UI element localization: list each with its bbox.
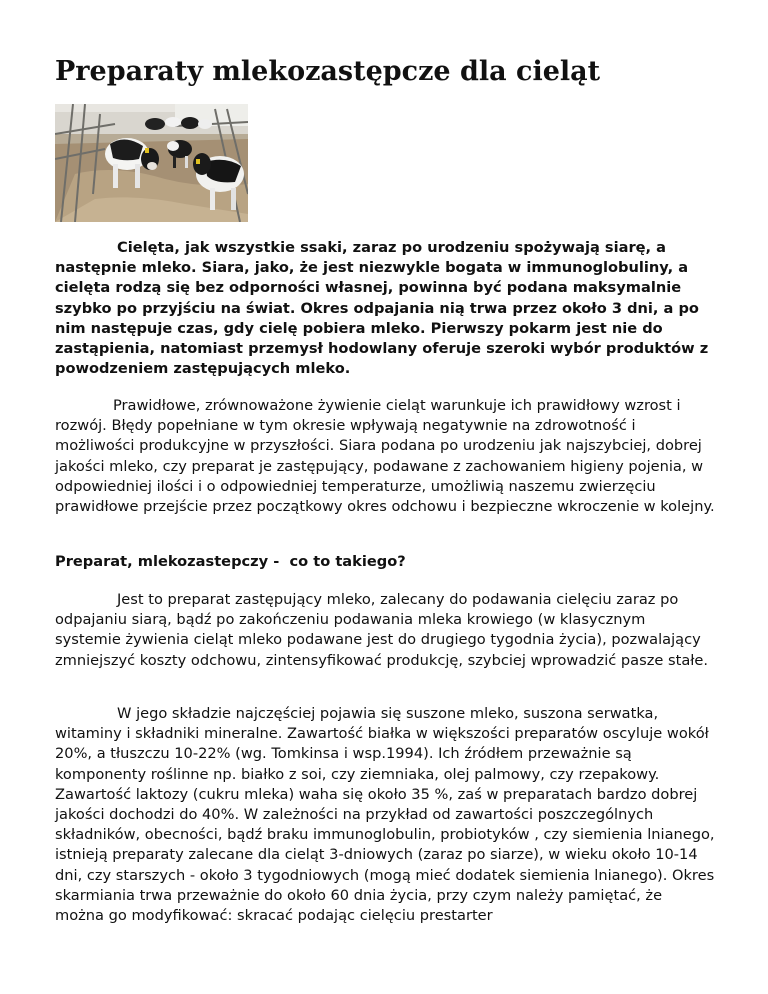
paragraph-block-3 bbox=[55, 590, 715, 671]
lead-paragraph: Cielęta, jak wszystkie ssaki, zaraz po urodzeniu spożywają siarę, a następnie mleko. Siara, jako, że jest niezwykle bogata w immunoglobuliny, a cielęta rodzą się bez odporności własnej, powinna być podana maksymalnie szybko po przyjściu na świat. Okres odpajania nią trwa przez około 3 dni, a po nim następuje czas, gdy cielę pobiera mleko. Pierwszy pokarm jest nie do zastąpienia, natomiast przemysł hodowlany oferuje szeroki wybór produktów z powodzeniem zastępujących mleko. bbox=[55, 239, 709, 378]
section-heading: Preparat, mlekozastepczy - co to takiego? bbox=[55, 553, 406, 570]
section-heading-block bbox=[55, 552, 715, 572]
paragraph-3: Jest to preparat zastępujący mleko, zalecany do podawania cielęciu zaraz po odpajaniu siarą, bądź po zakończeniu podawania mleka krowiego (w klasycznym systemie żywienia cieląt mleko podawane jest do drugiego tygodnia życia), pozwalający zmniejszyć koszty odchowu, zintensyfikować produkcję, szybciej wprowadzić pasze stałe. bbox=[55, 591, 709, 669]
paragraph-2: Prawidłowe, zrównoważone żywienie cieląt warunkuje ich prawidłowy wzrost i rozwój. Błędy popełniane w tym okresie wpływają negatywnie na zdrowotność i możliwości produkcyjne w przyszłości. Siara podana po urodzeniu jak najszybciej, dobrej jakości mleko, czy preparat je zastępujący, podawane z zachowaniem higieny pojenia, w odpowiedniej ilości i o odpowiedniej temperaturze, umożliwią naszemu zwierzęciu prawidłowe przejście przez początkowy okres odchowu i bezpieczne wkroczenie w kolejny. bbox=[55, 397, 715, 516]
page-title: Preparaty mlekozastępcze dla cieląt bbox=[55, 56, 601, 87]
paragraph-4: W jego składzie najczęściej pojawia się suszone mleko, suszona serwatka, witaminy i składniki mineralne. Zawartość białka w większości preparatów oscyluje wokół 20%, a tłuszczu 10-22% (wg. Tomkinsa i wsp.1994). Ich źródłem przeważnie są komponenty roślinne np. białko z soi, czy ziemniaka, olej palmowy, czy rzepakowy. Zawartość laktozy (cukru mleka) waha się około 35 %, zaś w preparatach bardzo dobrej jakości dochodzi do 40%. W zależności na przykład od zawartości poszczególnych składników, obecności, bądź braku immunoglobulin, probiotyków , czy siemienia lnianego, istnieją preparaty zalecane dla cieląt 3-dniowych (zaraz po siarze), w wieku około 10-14 dni, czy starszych - około 3 tygodniowych (mogą mieć dodatek siemienia lnianego). Okres skarmiania trwa przeważnie do około 60 dnia życia, przy czym należy pamiętać, że można go modyfikować: skracać podając cielęciu prestarter bbox=[55, 705, 715, 925]
calves-photo bbox=[55, 104, 248, 222]
lead-paragraph-block bbox=[55, 238, 715, 379]
paragraph-block-4 bbox=[55, 704, 715, 926]
paragraph-block-2 bbox=[55, 396, 715, 517]
